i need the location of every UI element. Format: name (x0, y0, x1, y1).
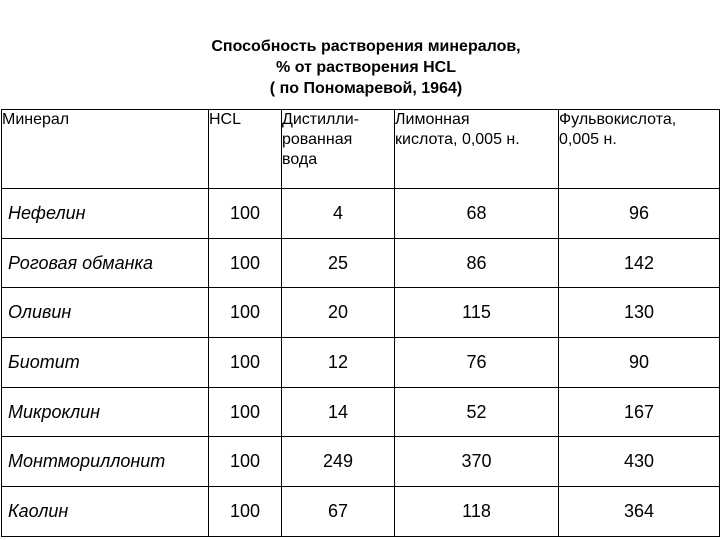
cell-citric: 118 (395, 487, 559, 537)
cell-fulvic: 90 (559, 338, 720, 388)
cell-citric: 370 (395, 437, 559, 487)
header-fulvic-acid (559, 110, 720, 189)
cell-hcl: 100 (209, 487, 282, 537)
cell-fulvic: 130 (559, 288, 720, 338)
cell-hcl: 100 (209, 288, 282, 338)
cell-mineral: Каолин (2, 487, 209, 537)
cell-water: 14 (282, 387, 395, 437)
table-row (2, 487, 720, 537)
cell-citric: 86 (395, 238, 559, 288)
header-hcl: HCL (209, 110, 282, 189)
cell-hcl: 100 (209, 238, 282, 288)
title-line-3: ( по Пономаревой, 1964) (269, 80, 463, 97)
minerals-table (1, 109, 720, 537)
table-row (2, 437, 720, 487)
cell-hcl: 100 (209, 338, 282, 388)
cell-mineral: Биотит (2, 338, 209, 388)
table-row (2, 189, 720, 239)
cell-citric: 52 (395, 387, 559, 437)
cell-mineral: Оливин (2, 288, 209, 338)
cell-water: 67 (282, 487, 395, 537)
cell-fulvic: 96 (559, 189, 720, 239)
cell-fulvic: 142 (559, 238, 720, 288)
cell-hcl: 100 (209, 189, 282, 239)
cell-citric: 68 (395, 189, 559, 239)
header-distilled-water: Дистилли- рованная вода (282, 110, 395, 189)
title-line-1: Способность растворения минералов, (211, 38, 521, 55)
cell-water: 249 (282, 437, 395, 487)
cell-fulvic: 430 (559, 437, 720, 487)
cell-citric: 115 (395, 288, 559, 338)
cell-fulvic: 167 (559, 387, 720, 437)
cell-hcl: 100 (209, 387, 282, 437)
cell-fulvic: 364 (559, 487, 720, 537)
table-row (2, 238, 720, 288)
cell-water: 12 (282, 338, 395, 388)
header-mineral: Минерал (2, 110, 209, 189)
header-fulvic-line-1: Фульвокислота, (559, 111, 677, 128)
cell-mineral: Роговая обманка (2, 238, 209, 288)
table-header-row (2, 110, 720, 189)
cell-mineral: Монтмориллонит (2, 437, 209, 487)
title-line-2: % от растворения HCL (276, 59, 456, 76)
header-fulvic-line-2: 0,005 н. (559, 131, 617, 148)
cell-mineral: Микроклин (2, 387, 209, 437)
cell-water: 4 (282, 189, 395, 239)
cell-mineral: Нефелин (2, 189, 209, 239)
table-row (2, 387, 720, 437)
cell-water: 20 (282, 288, 395, 338)
cell-citric: 76 (395, 338, 559, 388)
page-title (0, 36, 720, 99)
header-citric-acid: Лимонная кислота, 0,005 н. (395, 110, 559, 189)
table-row (2, 338, 720, 388)
cell-hcl: 100 (209, 437, 282, 487)
cell-water: 25 (282, 238, 395, 288)
table-row (2, 288, 720, 338)
